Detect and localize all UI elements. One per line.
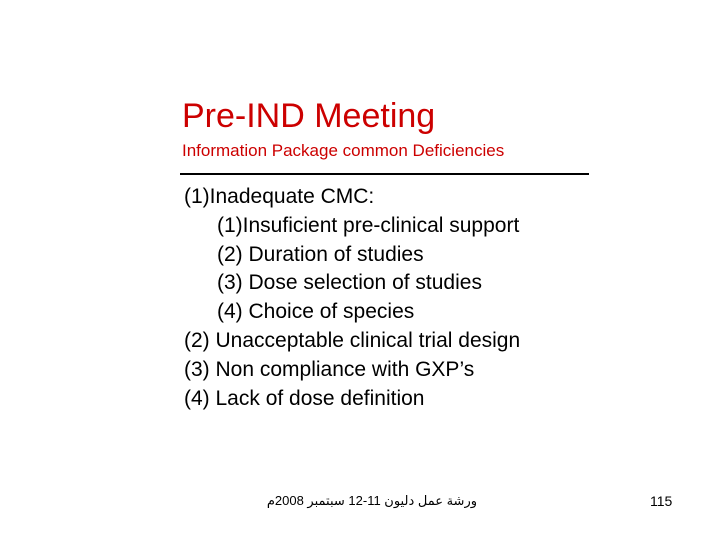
sub-list-item: (2) Duration of studies [217,242,424,266]
slide-title: Pre-IND Meeting [182,97,436,135]
title-divider [180,173,589,175]
list-item: (2) Unacceptable clinical trial design [184,328,521,352]
list-item: (1)Inadequate CMC: [184,185,375,208]
deficiency-list [184,183,520,413]
page-number: 115 [650,493,673,509]
sub-list-item: (4) Choice of species [217,300,415,324]
sub-list-item: (3) Dose selection of studies [217,271,482,295]
slide-subtitle: Information Package common Deficiencies [182,141,505,160]
list-item: (3) Non compliance with GXP’s [184,357,475,381]
footer-text: ورشة عمل دليون 11-12 سبتمبر 2008م [266,493,477,508]
sub-list-item: (1)Insuficient pre-clinical support [217,213,520,237]
list-item: (4) Lack of dose definition [184,386,425,410]
